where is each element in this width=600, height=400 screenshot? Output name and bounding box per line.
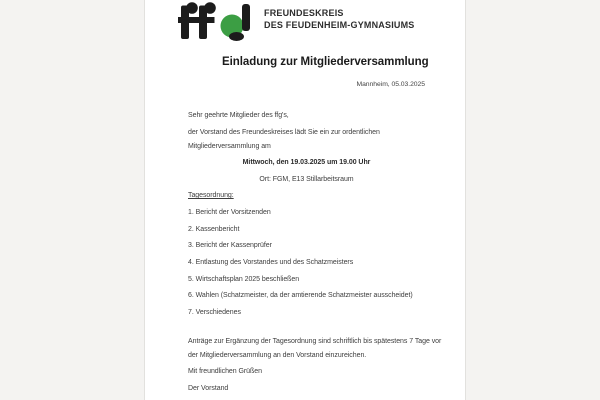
intro-line: der Vorstand des Freundeskreises lädt Sie ein zur ordentlichen: [188, 129, 380, 136]
letter-title: Einladung zur Mitgliederversammlung: [222, 56, 429, 68]
agenda-heading: Tagesordnung:: [188, 192, 234, 199]
agenda-item: 1. Bericht der Vorsitzenden: [188, 209, 271, 216]
intro-paragraph: [188, 126, 425, 154]
agenda-list: [188, 206, 425, 320]
amendments-note: [188, 335, 442, 363]
signature: Der Vorstand: [188, 385, 229, 393]
letter-page: [144, 0, 466, 400]
closing: Mit freundlichen Grüßen: [188, 368, 262, 376]
intro-line: Mitgliederversammlung am: [188, 143, 271, 150]
org-name-line1: FREUNDESKREIS: [264, 8, 344, 18]
org-name-line2: DES FEUDENHEIM-GYMNASIUMS: [264, 19, 415, 30]
agenda-item: 3. Bericht der Kassenprüfer: [188, 242, 272, 250]
place-date-line: Mannheim, 05.03.2025: [356, 81, 425, 88]
ffg-logo-icon: [176, 1, 256, 41]
agenda-item: 5. Wirtschaftsplan 2025 beschließen: [188, 275, 300, 283]
agenda-item: 4. Entlastung des Vorstandes und des Schatzmeisters: [188, 259, 354, 267]
meeting-datetime: Mittwoch, den 19.03.2025 um 19.00 Uhr: [242, 159, 371, 166]
org-name: [264, 8, 415, 31]
agenda-item: 6. Wahlen (Schatzmeister, da der amtierende Schatzmeister ausscheidet): [188, 292, 413, 300]
agenda-item: 2. Kassenbericht: [188, 225, 240, 233]
agenda-item: 7. Verschiedenes: [188, 309, 241, 317]
meeting-location: Ort: FGM, E13 Stillarbeitsraum: [259, 176, 354, 183]
amendments-note-line: Anträge zur Ergänzung der Tagesordnung sind schriftlich bis spätestens 7 Tage vor: [188, 338, 442, 346]
letterhead: [176, 1, 425, 42]
amendments-note-line: der Mitgliederversammlung an den Vorstand einzureichen.: [188, 352, 367, 360]
salutation: Sehr geehrte Mitglieder des ffg's,: [188, 112, 289, 119]
